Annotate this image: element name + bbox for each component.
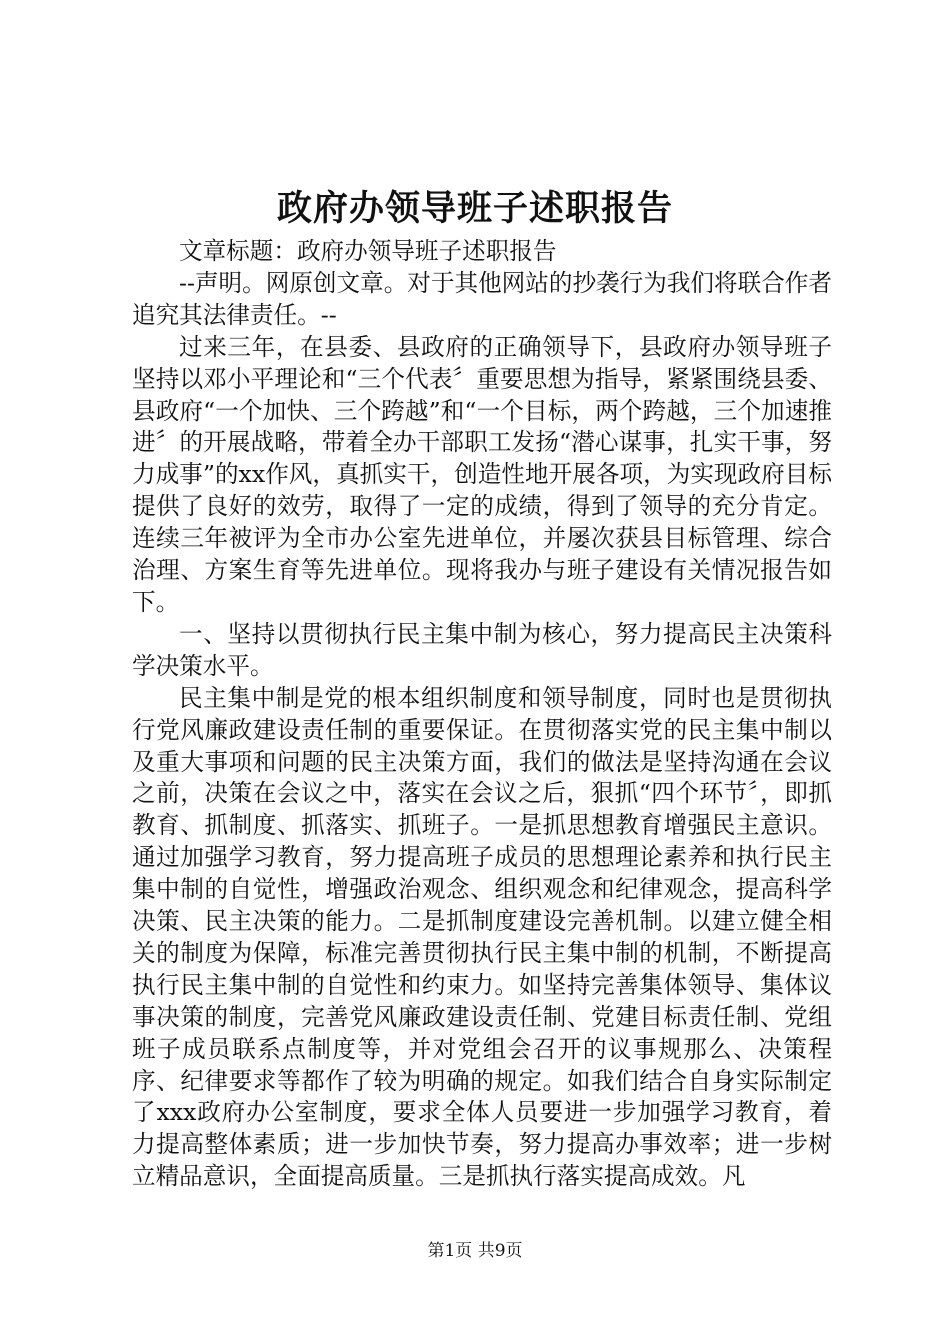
- section-heading-1: 一、坚持以贯彻执行民主集中制为核心，努力提高民主决策科学决策水平。: [132, 619, 832, 680]
- document-title: 政府办领导班子述职报告: [276, 188, 673, 229]
- section-1-paragraph: 民主集中制是党的根本组织制度和领导制度，同时也是贯彻执行党风廉政建设责任制的重要保证。在贯彻落实党的民主集中制以及重大事项和问题的民主决策方面，我们的做法是坚持沟通在会议之前，决策在会议之中，落实在会议之后，狠抓“四个环节〞，即抓教育、抓制度、抓落实、抓班子。一是抓思想教育增强民主意识。通过加强学习教育，努力提高班子成员的思想理论素养和执行民主集中制的自觉性，增强政治观念、组织观念和纪律观念，提高科学决策、民主决策的能力。二是抓制度建设完善机制。以建立健全相关的制度为保障，标准完善贯彻执行民主集中制的机制，不断提高执行民主集中制的自觉性和约束力。如坚持完善集体领导、集体议事决策的制度，完善党风廉政建设责任制、党建目标责任制、党组班子成员联系点制度等，并对党组会召开的议事规那么、决策程序、纪律要求等都作了较为明确的规定。如我们结合自身实际制定了xxx政府办公室制度，要求全体人员要进一步加强学习教育，着力提高整体素质；进一步加快节奏，努力提高办事效率；进一步树立精品意识，全面提高质量。三是抓执行落实提高成效。凡: [132, 683, 832, 1191]
- document-body: [132, 236, 832, 1193]
- article-title-line: 文章标题：政府办领导班子述职报告: [179, 237, 557, 265]
- intro-paragraph: 过来三年，在县委、县政府的正确领导下，县政府办领导班子坚持以邓小平理论和“三个代表〞重要思想为指导，紧紧围绕县委、县政府“一个加快、三个跨越”和“一个目标，两个跨越，三个加速推进〞的开展战略，带着全办干部职工发扬“潜心谋事，扎实干事，努力成事”的xx作风，真抓实干，创造性地开展各项，为实现政府目标提供了良好的效劳，取得了一定的成绩，得到了领导的充分肯定。连续三年被评为全市办公室先进单位，并屡次获县目标管理、综合治理、方案生育等先进单位。现将我办与班子建设有关情况报告如下。: [132, 332, 832, 616]
- copyright-notice: --声明。网原创文章。对于其他网站的抄袭行为我们将联合作者追究其法律责任。--: [132, 268, 832, 329]
- page-number-footer: 第1页 共9页: [427, 1241, 523, 1261]
